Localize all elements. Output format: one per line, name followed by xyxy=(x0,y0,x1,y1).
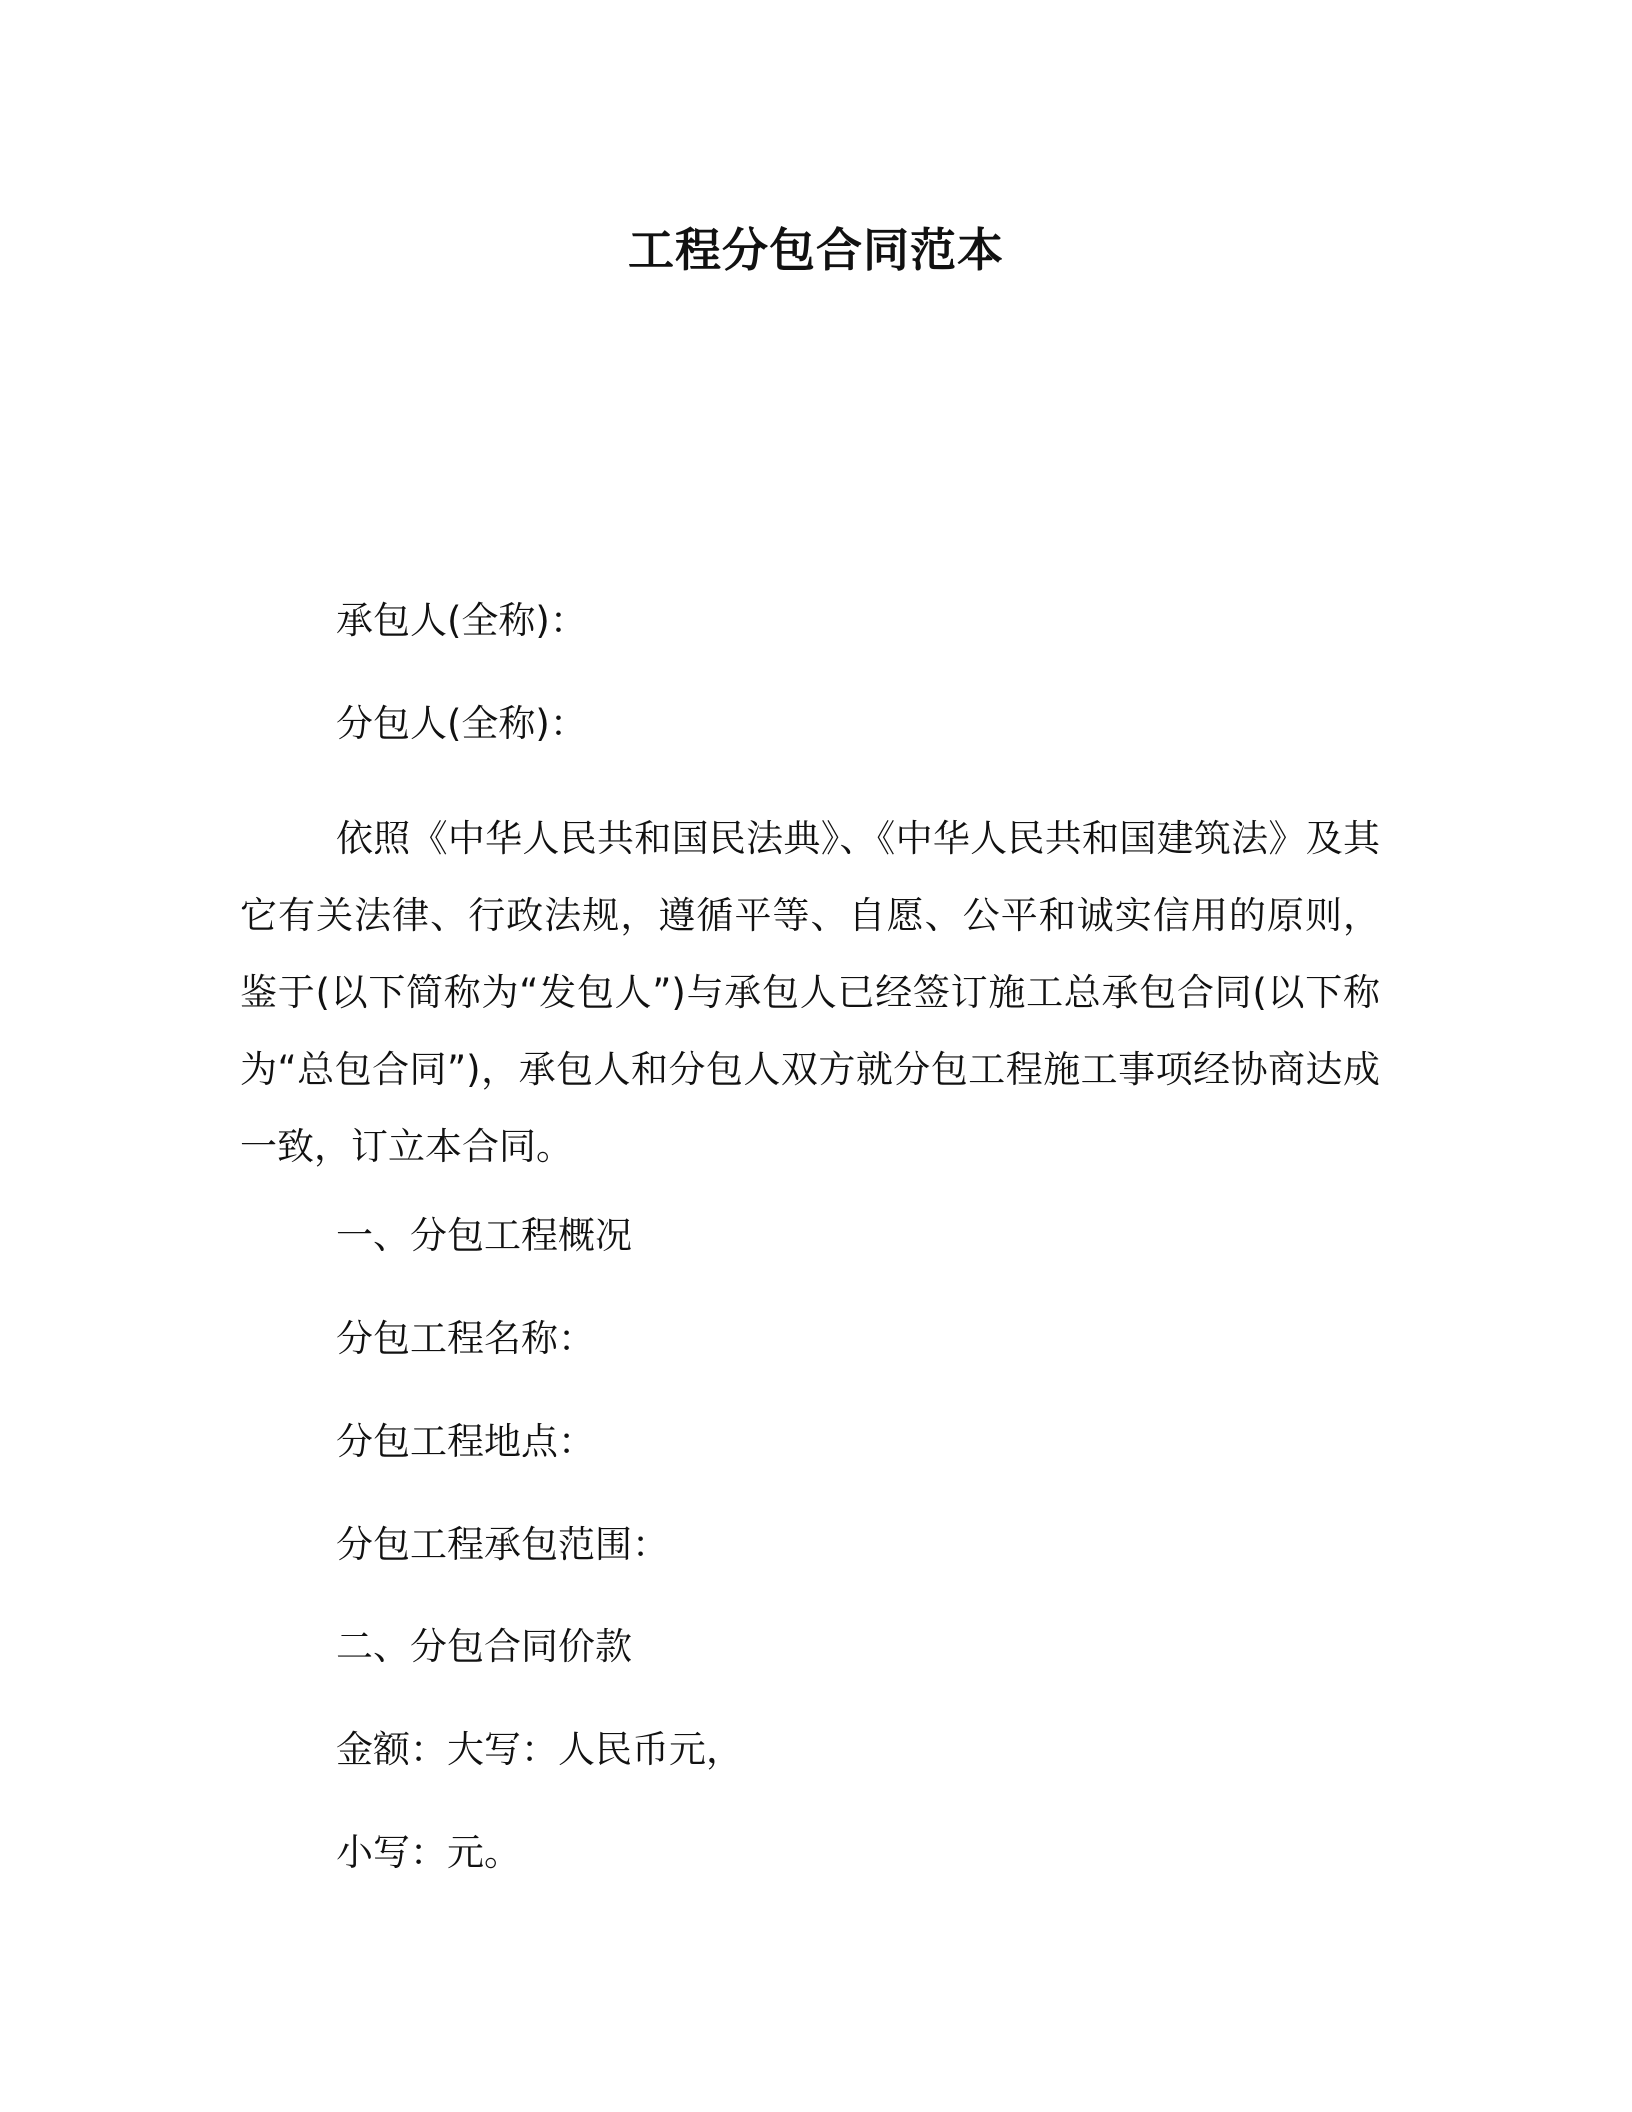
project-name-line: 分包工程名称： xyxy=(336,1317,595,1360)
contractor-line: 承包人(全称)： xyxy=(336,599,587,642)
project-location-line: 分包工程地点： xyxy=(336,1420,595,1463)
intro-paragraph: 依照《中华人民共和国民法典》、《中华人民共和国建筑法》及其它有关法律、行政法规，遵循平等、自愿、公平和诚实信用的原则，鉴于(以下简称为“发包人”)与承包人已经签订施工总承包合同(以下称为“总包合同”)，承包人和分包人双方就分包工程施工事项经协商达成一致，订立本合同。 xyxy=(240,817,1380,1168)
section-1-heading: 一、分包工程概况 xyxy=(336,1214,632,1257)
section-2-heading: 二、分包合同价款 xyxy=(336,1625,632,1668)
document-title: 工程分包合同范本 xyxy=(628,223,1004,277)
amount-lower-line: 小写：元。 xyxy=(336,1831,521,1874)
amount-upper-line: 金额：大写：人民币元， xyxy=(336,1728,743,1771)
subcontractor-line: 分包人(全称)： xyxy=(336,702,587,745)
project-scope-line: 分包工程承包范围： xyxy=(336,1523,669,1566)
